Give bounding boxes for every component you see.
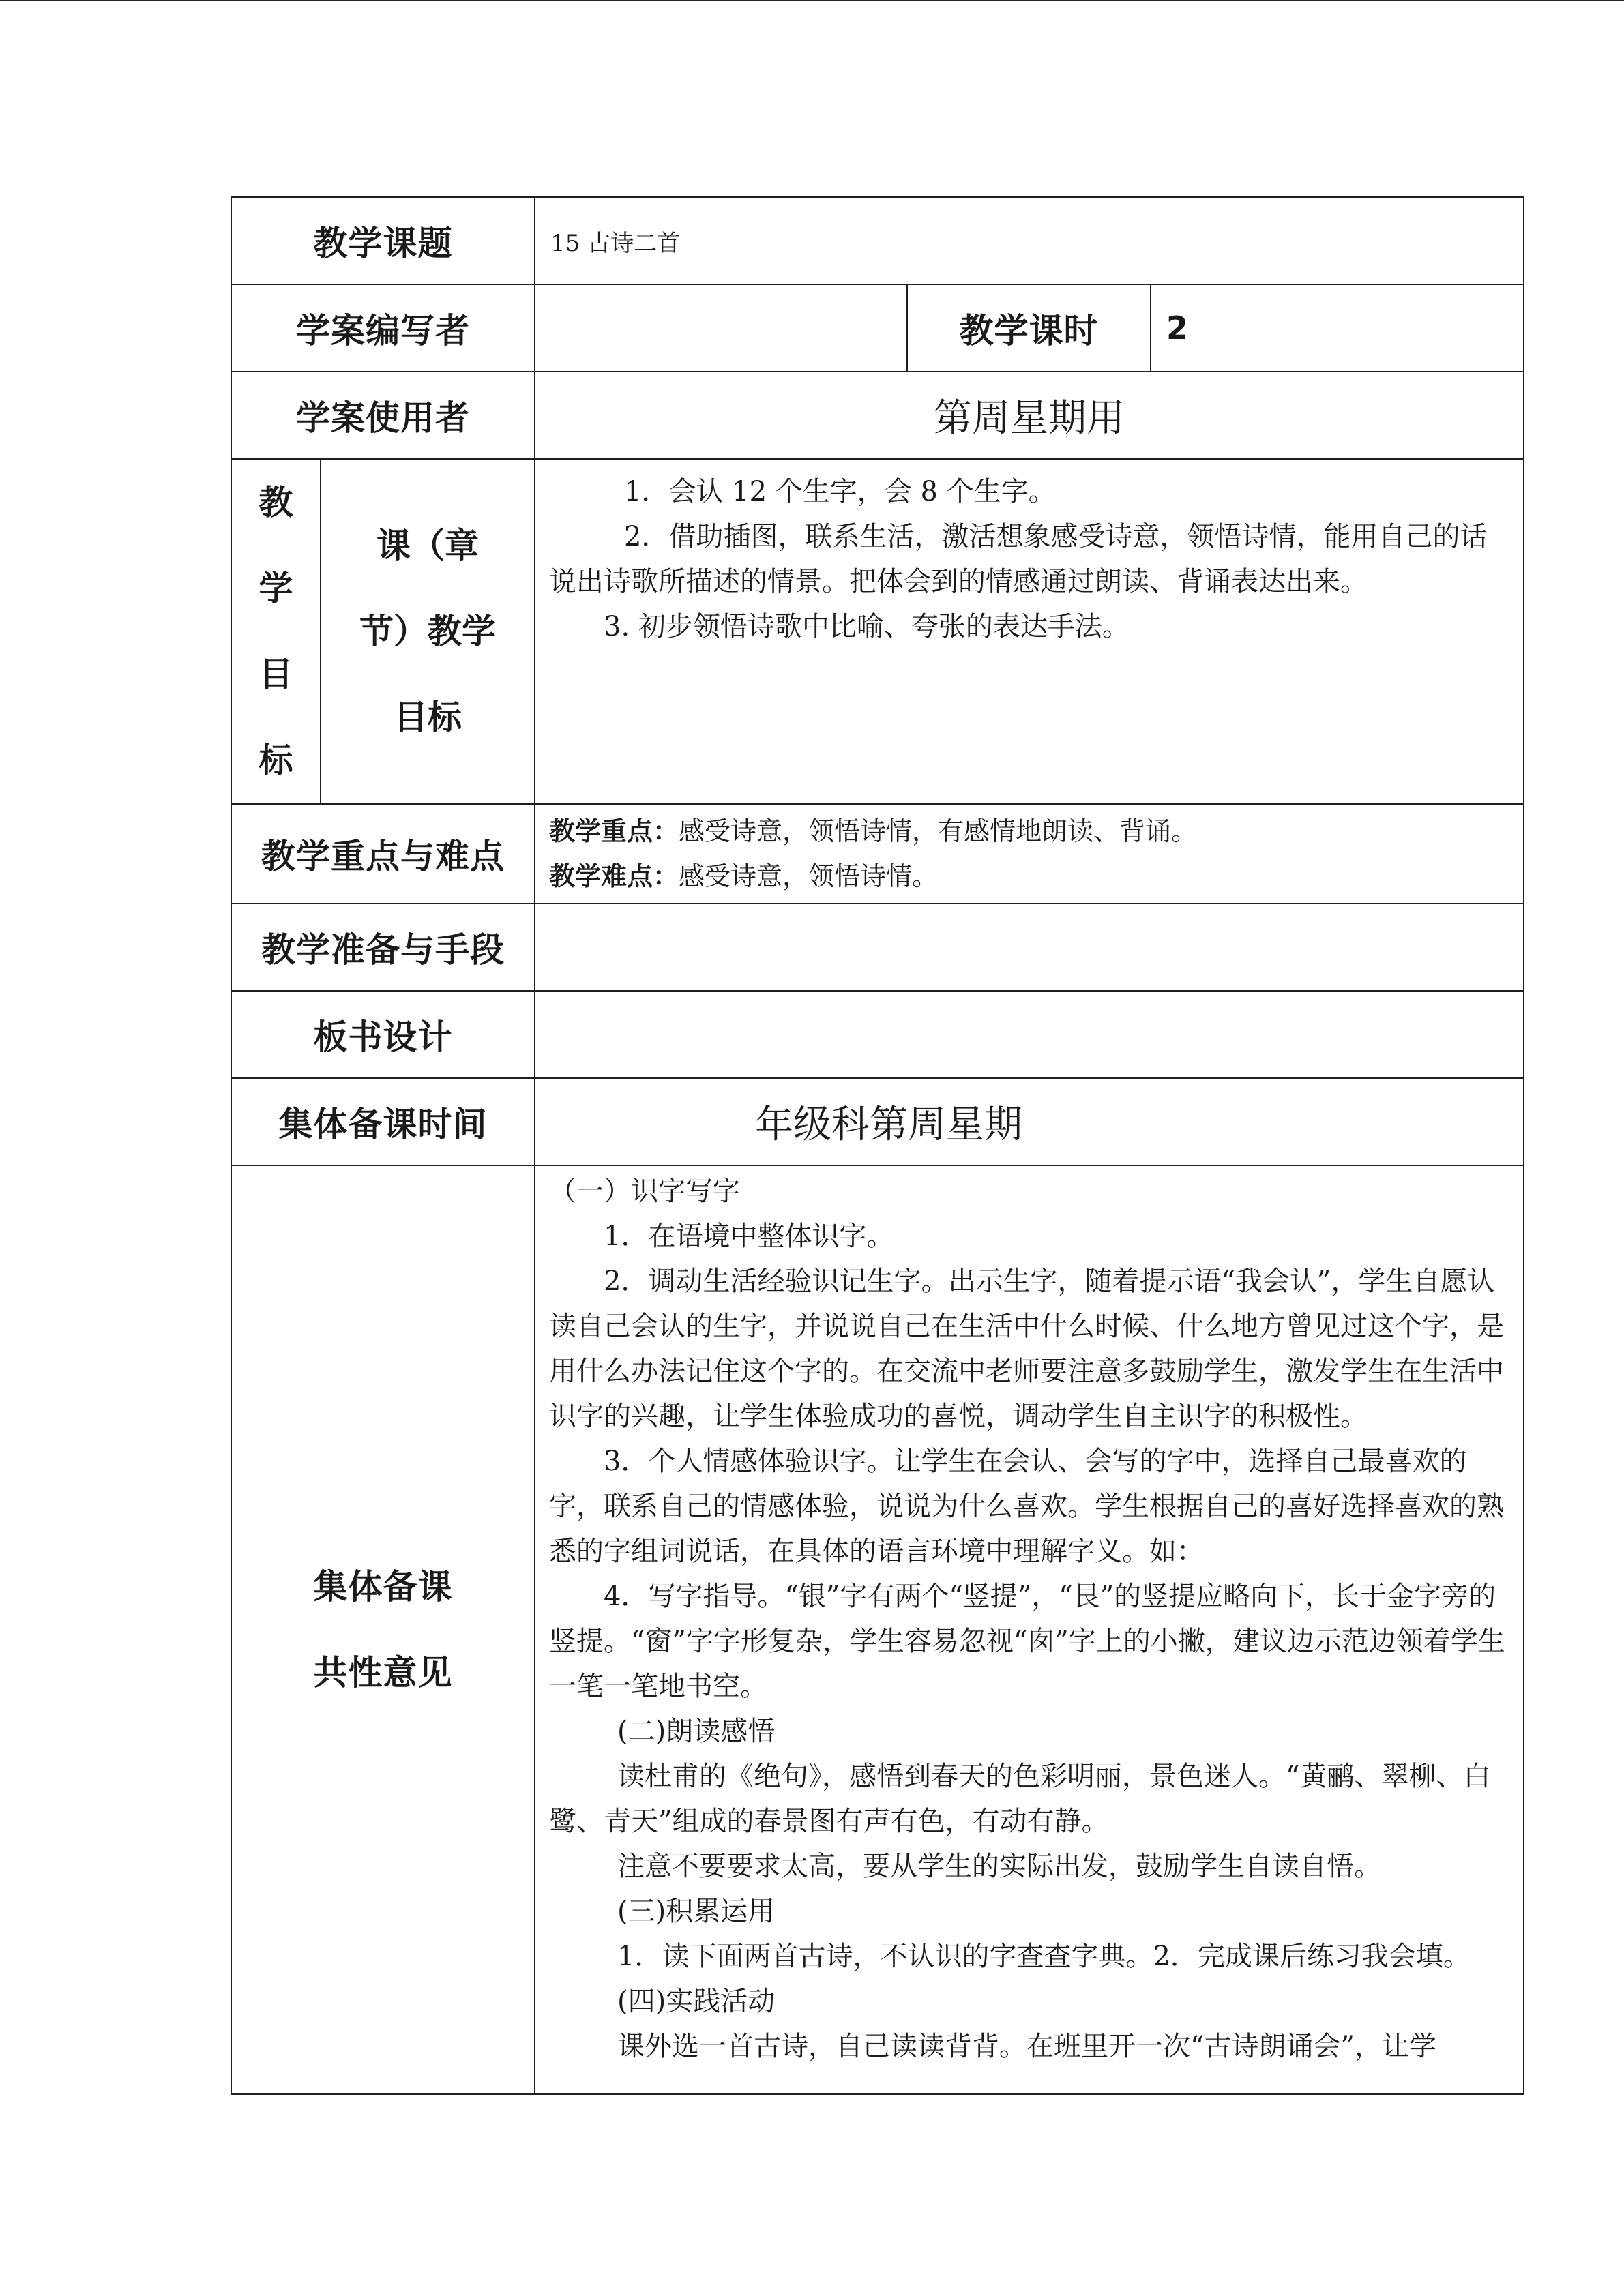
group-time-value: 年级科第周星期 [535, 1078, 1524, 1165]
prep-label: 教学准备与手段 [231, 904, 535, 991]
row-focus [231, 804, 1524, 904]
goals-inner-label [321, 459, 535, 804]
user-value: 第周星期用 [535, 372, 1524, 459]
goal-item: 3. 初步领悟诗歌中比喻、夸张的表达手法。 [604, 611, 1130, 642]
row-goals [231, 459, 1524, 804]
common-label [231, 1165, 535, 2094]
focus-label: 教学重点与难点 [231, 804, 535, 904]
body-paragraph: 课外选一首古诗，自己读读背背。在班里开一次“古诗朗诵会”，让学 [617, 2031, 1436, 2062]
board-value [535, 991, 1524, 1078]
body-paragraph: 3．个人情感体验识字。让学生在会认、会写的字中，选择自己最喜欢的字，联系自己的情感体验，说说为什么喜欢。学生根据自己的喜好选择喜欢的熟悉的字组词说话，在具体的语言环境中理解字义。如： [549, 1446, 1504, 1567]
goals-outer-char: 教 [259, 483, 293, 522]
body-paragraph: 2．调动生活经验识记生字。出示生字，随着提示语“我会认”，学生自愿认读自己会认的生字，并说说自己在生活中什么时候、什么地方曾见过这个字，是用什么办法记住这个字的。在交流中老师要注意多鼓励学生，激发学生在生活中识字的兴趣，让学生体验成功的喜悦，调动学生自主识字的积极性。 [549, 1266, 1504, 1432]
body-heading: (二)朗读感悟 [617, 1716, 776, 1747]
goals-inner-line: 课（章 [377, 526, 479, 565]
lesson-plan-table [231, 196, 1524, 2095]
body-heading: （一）识字写字 [549, 1176, 740, 1207]
focus-content [535, 804, 1524, 904]
common-label-line: 集体备课 [313, 1567, 453, 1607]
focus-diff-text: 感受诗意，领悟诗情。 [679, 861, 939, 891]
body-paragraph: 读杜甫的《绝句》，感悟到春天的色彩明丽，景色迷人。“黄鹂、翠柳、白鹭、青天”组成的春景图有声有色，有动有静。 [549, 1761, 1491, 1837]
period-label: 教学课时 [907, 284, 1151, 372]
row-author [231, 284, 1524, 372]
goal-item: 2．借助插图，联系生活，激活想象感受诗意，领悟诗情，能用自己的话说出诗歌所描述的情景。把体会到的情感通过朗读、背诵表达出来。 [549, 521, 1488, 597]
focus-diff-line [549, 854, 1509, 899]
goals-content [535, 459, 1524, 804]
group-time-label: 集体备课时间 [231, 1078, 535, 1165]
row-user [231, 372, 1524, 459]
goals-outer-char: 目 [259, 655, 293, 694]
body-paragraph: 1．在语境中整体识字。 [604, 1221, 894, 1252]
row-board [231, 991, 1524, 1078]
goals-outer-label [231, 459, 321, 804]
focus-key-line [549, 809, 1509, 854]
goals-outer-char: 标 [259, 741, 293, 780]
period-value: 2 [1151, 284, 1524, 372]
row-group-time [231, 1078, 1524, 1165]
common-label-line: 共性意见 [313, 1653, 453, 1693]
body-heading: (三)积累运用 [617, 1896, 776, 1927]
topic-label: 教学课题 [231, 197, 535, 284]
focus-key-label: 教学重点： [549, 816, 679, 846]
common-content [535, 1165, 1524, 2094]
top-rule [0, 0, 1624, 1]
goals-outer-char: 学 [259, 569, 293, 608]
body-paragraph: 注意不要要求太高，要从学生的实际出发，鼓励学生自读自悟。 [617, 1851, 1381, 1882]
row-common [231, 1165, 1524, 2094]
body-paragraph: 4．写字指导。“银”字有两个“竖提”，“艮”的竖提应略向下，长于金字旁的竖提。“窗”字字形复杂，学生容易忽视“囱”字上的小撇，建议边示范边领着学生一笔一笔地书空。 [549, 1581, 1505, 1702]
author-value [535, 284, 907, 372]
goals-inner-line: 目标 [394, 698, 462, 737]
author-label: 学案编写者 [231, 284, 535, 372]
row-topic [231, 197, 1524, 284]
body-paragraph: 1．读下面两首古诗，不认识的字查查字典。2．完成课后练习我会填。 [617, 1941, 1471, 1972]
goal-item: 1．会认 12 个生字，会 8 个生字。 [624, 476, 1056, 507]
row-prep [231, 904, 1524, 991]
focus-diff-label: 教学难点： [549, 861, 679, 891]
topic-value: 15 古诗二首 [535, 197, 1524, 284]
board-label: 板书设计 [231, 991, 535, 1078]
body-heading: (四)实践活动 [617, 1986, 776, 2017]
goals-inner-line: 节）教学 [359, 612, 496, 651]
prep-value [535, 904, 1524, 991]
focus-key-text: 感受诗意，领悟诗情，有感情地朗读、背诵。 [679, 816, 1198, 846]
user-label: 学案使用者 [231, 372, 535, 459]
lesson-plan [231, 196, 1523, 2095]
